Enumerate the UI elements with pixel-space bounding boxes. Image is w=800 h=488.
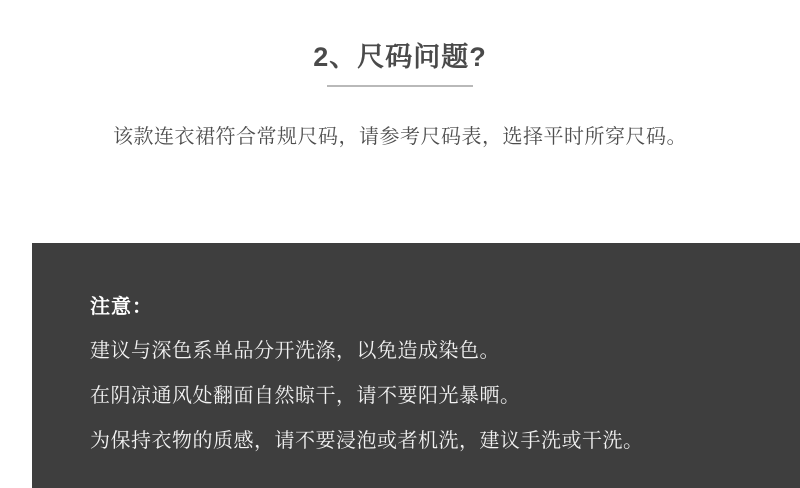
care-notice-block: [32, 243, 800, 488]
notice-line-3: 为保持衣物的质感，请不要浸泡或者机洗，建议手洗或干洗。: [90, 430, 644, 452]
notice-line-1: 建议与深色系单品分开洗涤，以免造成染色。: [90, 340, 500, 362]
page-title: [313, 40, 487, 87]
notice-title: 注意：: [90, 296, 153, 318]
page-title-text: 2、尺码问题?: [313, 42, 487, 72]
title-underline: [327, 85, 473, 87]
section-heading-container: [0, 40, 800, 87]
intro-paragraph: 该款连衣裙符合常规尺码，请参考尺码表，选择平时所穿尺码。: [113, 126, 687, 148]
notice-line-2: 在阴凉通风处翻面自然晾干，请不要阳光暴晒。: [90, 385, 521, 407]
